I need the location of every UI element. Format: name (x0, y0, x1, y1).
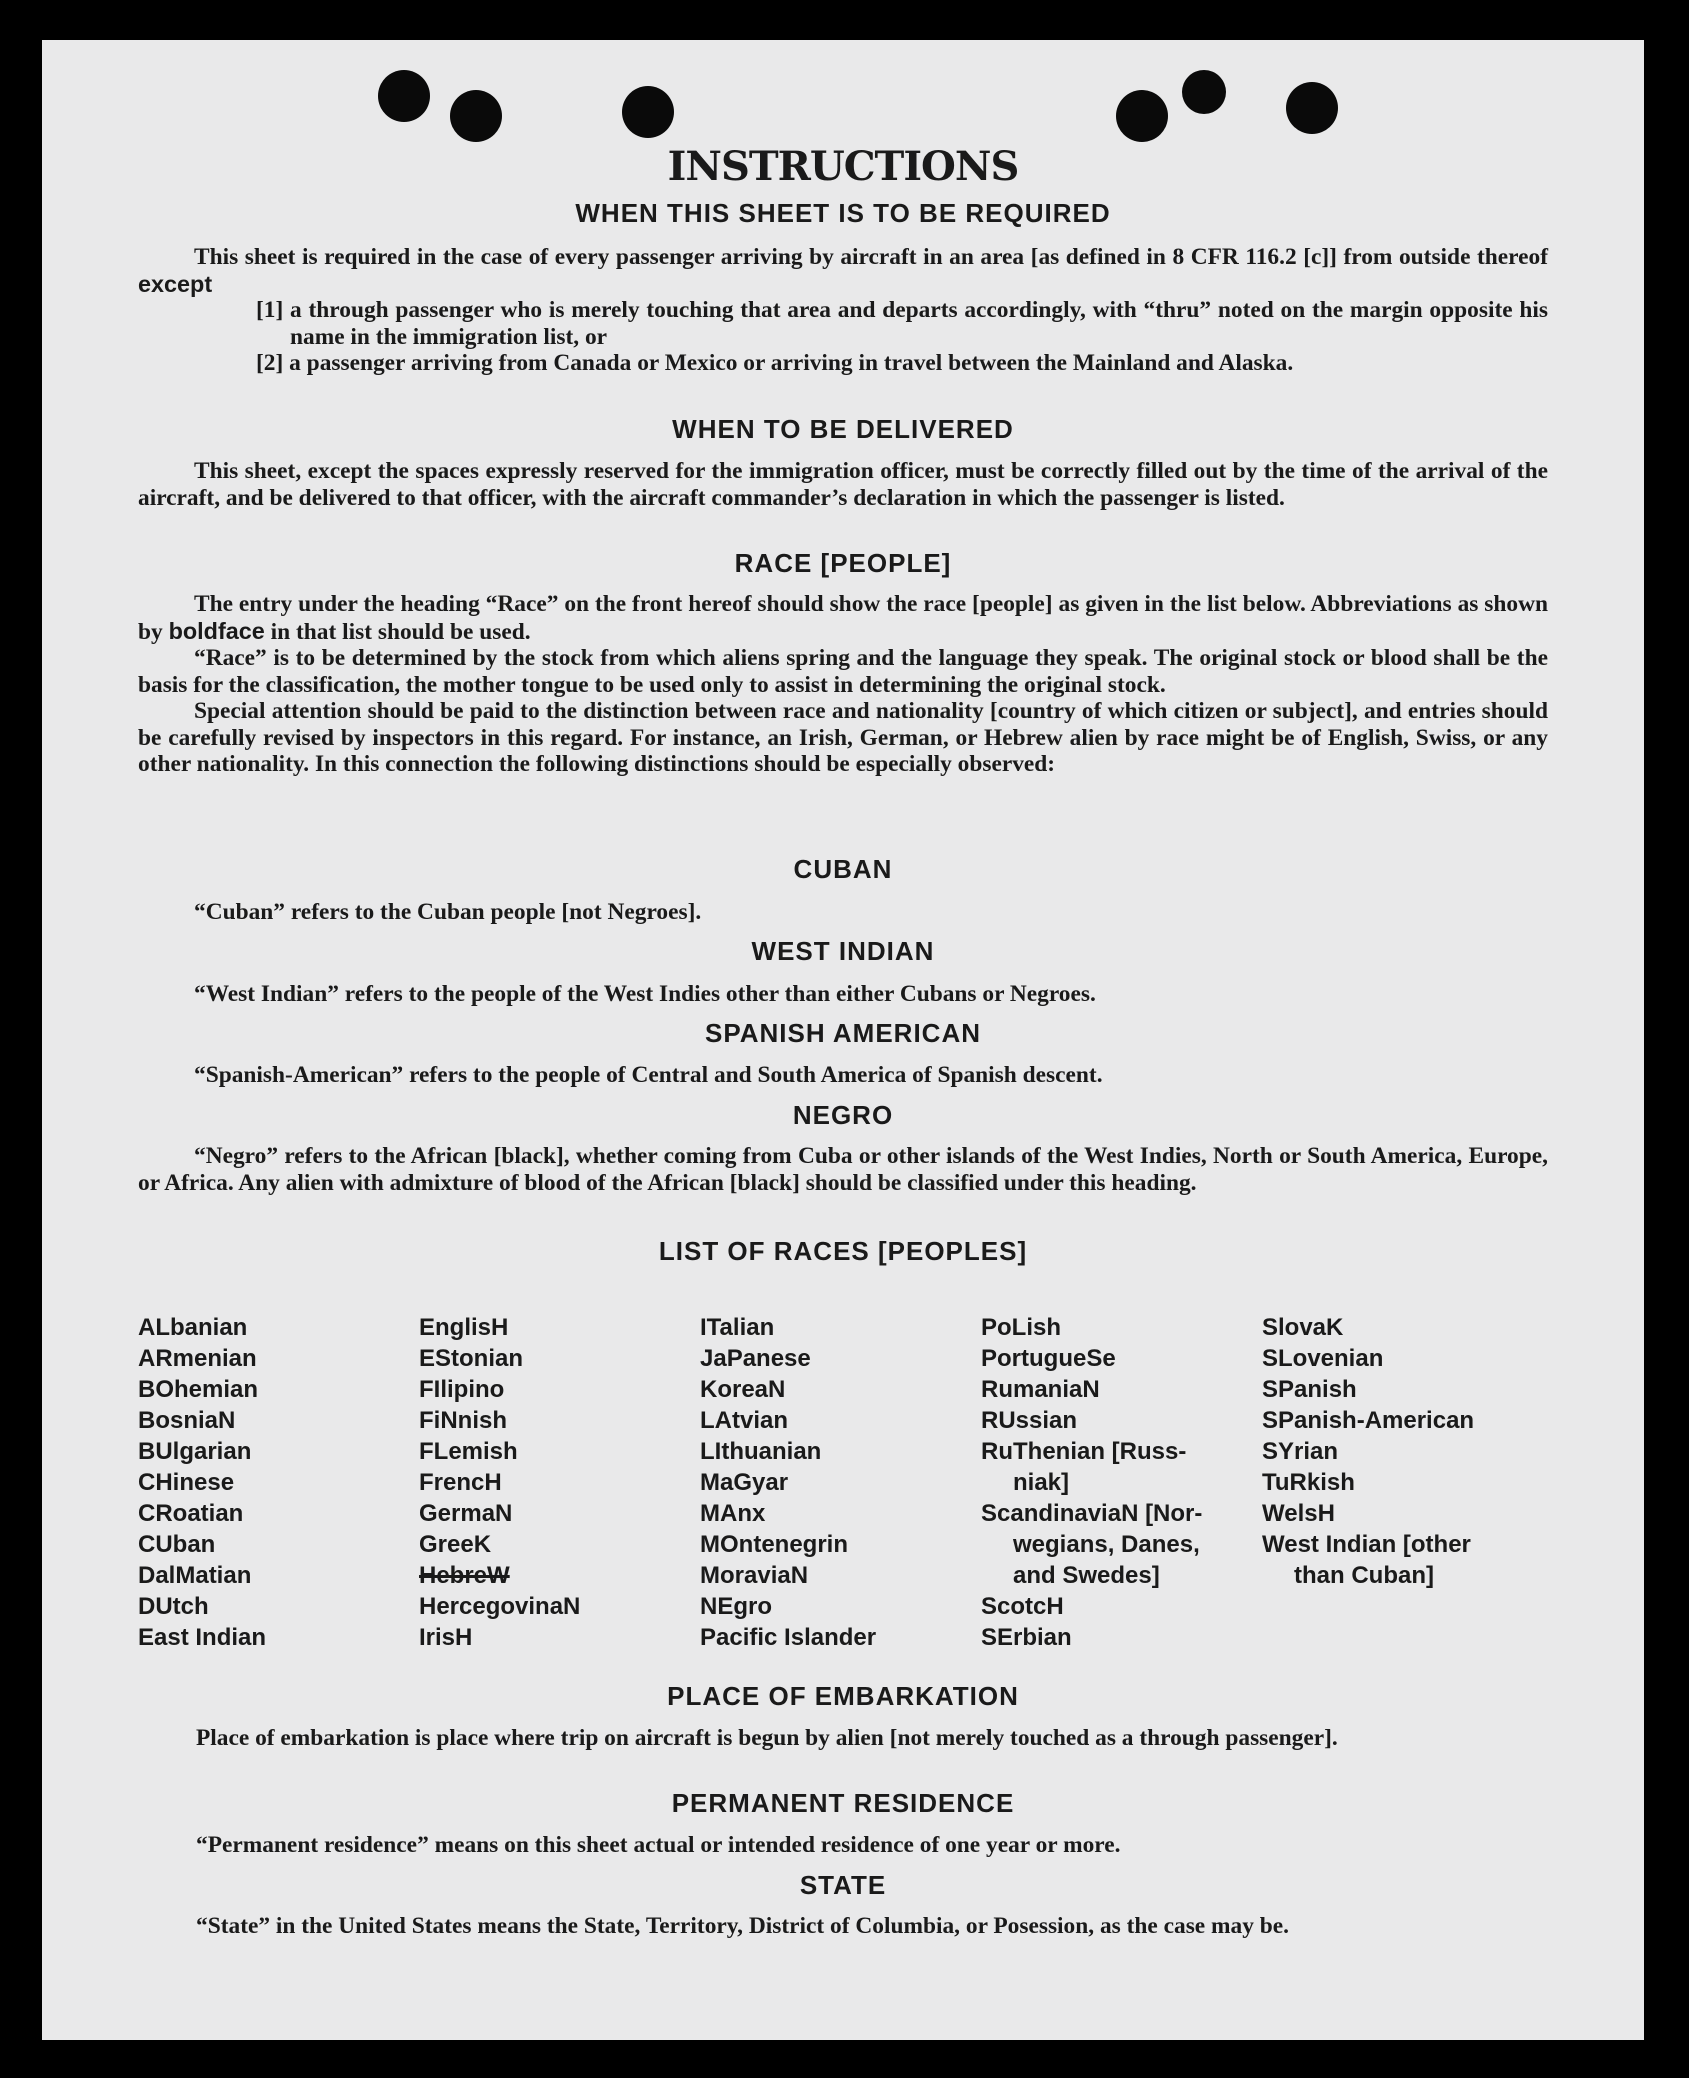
punch-hole (1116, 90, 1168, 142)
paragraph-negro: “Negro” refers to the African [black], whether coming from Cuba or other islands of the West Indies, North or South America, Europe, or Africa. Any alien with admixture of blood of the African [black] should be classified under this heading. (138, 1143, 1548, 1196)
paragraph-cuban: “Cuban” refers to the Cuban people [not Negroes]. (194, 899, 702, 925)
list-item: GermaN (419, 1500, 513, 1527)
list-item: RumaniaN (981, 1376, 1100, 1403)
list-item: East Indian (138, 1624, 267, 1651)
emphasis-except: except (138, 270, 213, 297)
punch-hole (378, 70, 430, 122)
list-item-continued: and Swedes] (1013, 1562, 1160, 1589)
list-item: TuRkish (1262, 1469, 1355, 1496)
heading-spanish-american: SPANISH AMERICAN (704, 1018, 981, 1048)
list-item: RuThenian [Russ- (981, 1438, 1187, 1465)
list-item: PoLish (981, 1314, 1062, 1341)
heading-race: RACE [PEOPLE] (734, 548, 952, 578)
list-item: SlovaK (1262, 1314, 1344, 1341)
heading-cuban: CUBAN (793, 854, 893, 884)
list-item: BosniaN (138, 1407, 236, 1434)
list-item: ScandinaviaN [Nor- (981, 1500, 1203, 1527)
list-item: CRoatian (138, 1500, 244, 1527)
list-item: WelsH (1262, 1500, 1335, 1527)
list-item: SPanish-American (1262, 1407, 1475, 1434)
list-item-1: [1] a through passenger who is merely touching that area and departs accordingly, with “thru” noted on the margin opposite his name in the immigration list, or (256, 297, 1548, 350)
list-item: ALbanian (138, 1314, 248, 1341)
list-item: RUssian (981, 1407, 1078, 1434)
paragraph-when-delivered: This sheet, except the spaces expressly reserved for the immigration officer, must be correctly filled out by the time of the arrival of the aircraft, and be delivered to that officer, with the aircraft commander’s declaration in which the passenger is listed. (138, 458, 1548, 511)
heading-negro: NEGRO (792, 1100, 894, 1130)
heading-permanent-residence: PERMANENT RESIDENCE (671, 1788, 1015, 1818)
list-item-continued: wegians, Danes, (1013, 1531, 1200, 1558)
list-item: MAnx (700, 1500, 766, 1527)
list-item: LIthuanian (700, 1438, 822, 1465)
page-title: INSTRUCTIONS (667, 143, 1019, 190)
races-column-2 (419, 1312, 689, 1653)
paragraph-west-indian: “West Indian” refers to the people of the West Indies other than either Cubans or Negroes. (194, 981, 1096, 1007)
list-item-2: [2] a passenger arriving from Canada or Mexico or arriving in travel between the Mainland and Alaska. (256, 350, 1294, 376)
races-column-1 (138, 1312, 408, 1653)
list-item: FiNnish (419, 1407, 507, 1434)
list-item: ITalian (700, 1314, 775, 1341)
list-item: HercegovinaN (419, 1593, 581, 1620)
list-item: BUlgarian (138, 1438, 252, 1465)
list-item: EStonian (419, 1345, 524, 1372)
list-item: SErbian (981, 1624, 1072, 1651)
heading-when-required: WHEN THIS SHEET IS TO BE REQUIRED (575, 198, 1111, 228)
list-item: Pacific Islander (700, 1624, 877, 1651)
punch-hole (1182, 70, 1226, 114)
list-item-continued: than Cuban] (1294, 1562, 1434, 1589)
heading-west-indian: WEST INDIAN (751, 936, 935, 966)
list-item: JaPanese (700, 1345, 811, 1372)
punch-hole (622, 86, 674, 138)
paragraph-race: The entry under the heading “Race” on the front hereof should show the race [people] as given in the list below. Abbreviations as shown by boldface in that list should be used. “Race” is to be determined by the stock from which aliens spring and the language they speak. The original stock or blood shall be the basis for the classification, the mother tongue to be used only to assist in determining the original stock. Special attention should be paid to the distinction between race and nationality [country of which citizen or subject], and entries should be carefully revised by inspectors in this regard. For instance, an Irish, German, or Hebrew alien by race might be of English, Swiss, or any other nationality. In this connection the following distinctions should be especially observed: (138, 591, 1548, 777)
list-item: MaGyar (700, 1469, 789, 1496)
list-item: BOhemian (138, 1376, 259, 1403)
list-item: FLemish (419, 1438, 518, 1465)
list-item: FIlipino (419, 1376, 505, 1403)
list-item: SYrian (1262, 1438, 1339, 1465)
list-item: SPanish (1262, 1376, 1357, 1403)
heading-when-delivered: WHEN TO BE DELIVERED (672, 414, 1014, 444)
list-item: CUban (138, 1531, 216, 1558)
paragraph-embarkation: Place of embarkation is place where trip on aircraft is begun by alien [not merely touched as a through passenger]. (196, 1725, 1338, 1751)
races-column-3 (700, 1312, 970, 1653)
heading-list-of-races: LIST OF RACES [PEOPLES] (658, 1236, 1028, 1266)
document-page (42, 40, 1644, 2040)
list-item-continued: niak] (1013, 1469, 1070, 1496)
emphasis-boldface: boldface (168, 617, 265, 644)
list-item: CHinese (138, 1469, 235, 1496)
list-item: ScotcH (981, 1593, 1064, 1620)
heading-embarkation: PLACE OF EMBARKATION (667, 1681, 1019, 1711)
list-item: DUtch (138, 1593, 209, 1620)
list-item: PortugueSe (981, 1345, 1116, 1372)
list-item-struck: HebreW (419, 1562, 510, 1589)
list-item: KoreaN (700, 1376, 786, 1403)
list-item: MoraviaN (700, 1562, 809, 1589)
paragraph-spanish-american: “Spanish-American” refers to the people of Central and South America of Spanish descent. (194, 1062, 1103, 1088)
list-item: ARmenian (138, 1345, 257, 1372)
races-column-4 (981, 1312, 1251, 1653)
list-item: West Indian [other (1262, 1531, 1471, 1558)
list-item: GreeK (419, 1531, 492, 1558)
heading-state: STATE (799, 1870, 887, 1900)
list-item: DalMatian (138, 1562, 252, 1589)
paragraph-when-required: This sheet is required in the case of every passenger arriving by aircraft in an area [as defined in 8 CFR 116.2 [c]] from outside thereof except (138, 244, 1548, 297)
punch-hole (450, 90, 502, 142)
list-item: FrencH (419, 1469, 502, 1496)
races-column-5 (1262, 1312, 1532, 1591)
list-item: MOntenegrin (700, 1531, 848, 1558)
list-item: NEgro (700, 1593, 772, 1620)
paragraph-permanent-residence: “Permanent residence” means on this sheet actual or intended residence of one year or more. (196, 1832, 1121, 1858)
paragraph-state: “State” in the United States means the State, Territory, District of Columbia, or Posession, as the case may be. (196, 1913, 1289, 1939)
list-item: LAtvian (700, 1407, 789, 1434)
list-item: IrisH (419, 1624, 473, 1651)
punch-hole (1286, 82, 1338, 134)
list-item: SLovenian (1262, 1345, 1384, 1372)
list-item: EnglisH (419, 1314, 509, 1341)
